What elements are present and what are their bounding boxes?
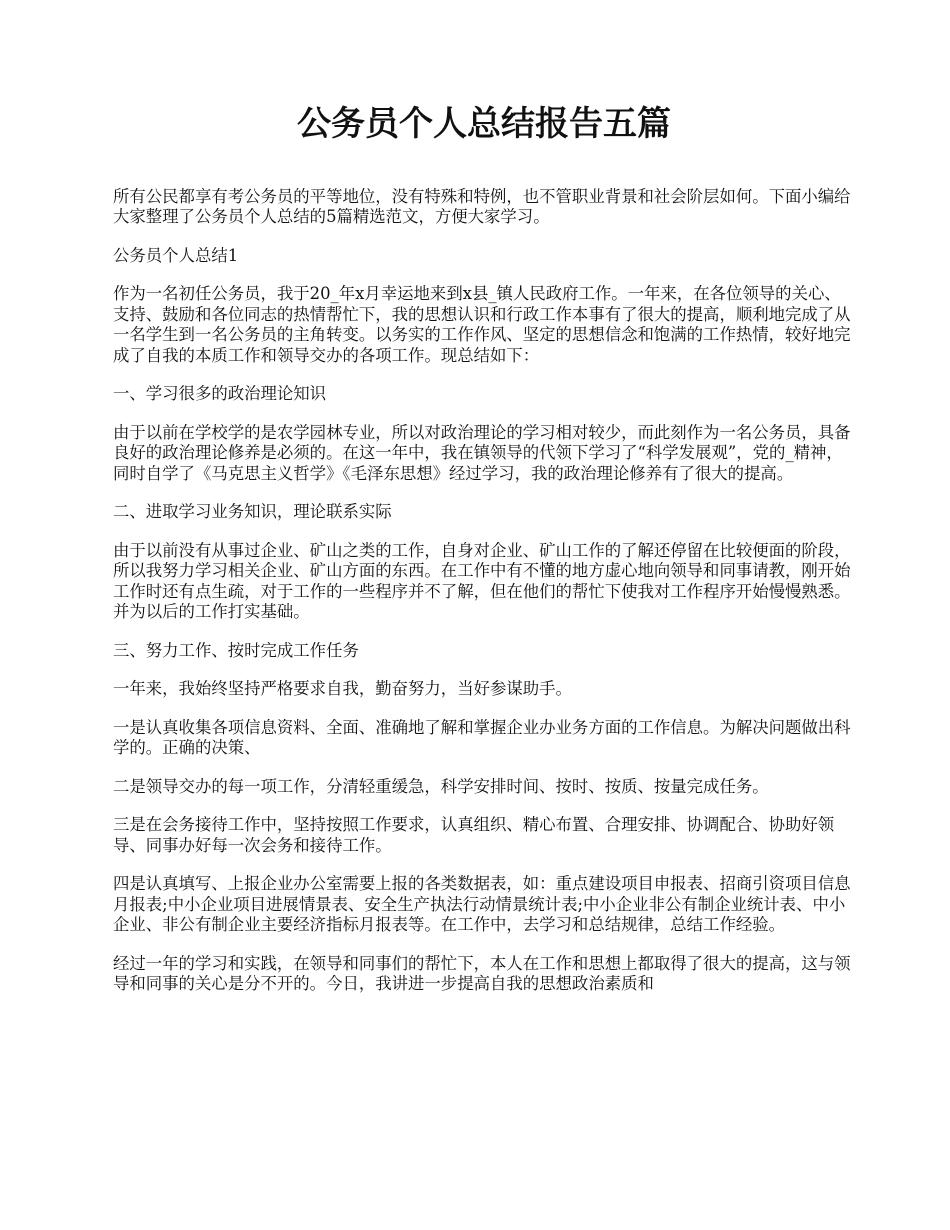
paragraph-2: 由于以前在学校学的是农学园林专业，所以对政治理论的学习相对较少，而此刻作为一名公务员，具备良好的政治理论修养是必须的。在这一年中，我在镇领导的代领下学习了“科学发展观”，党的_精神，同时自学了《马克思主义哲学》《毛泽东思想》经过学习，我的政治理论修养有了很大的提高。: [113, 422, 851, 483]
paragraph-8: 四是认真填写、上报企业办公室需要上报的各类数据表，如：重点建设项目申报表、招商引资项目信息月报表;中小企业项目进展情景表、安全生产执法行动情景统计表;中小企业非公有制企业统计表、中小企业、非公有制企业主要经济指标月报表等。在工作中，去学习和总结规律，总结工作经验。: [113, 874, 851, 935]
heading-3: 三、努力工作、按时完成工作任务: [113, 640, 359, 660]
paragraph-4: 一年来，我始终坚持严格要求自我，勤奋努力，当好参谋助手。: [113, 679, 572, 699]
heading-1: 一、学习很多的政治理论知识: [113, 384, 327, 404]
heading-2: 二、进取学习业务知识，理论联系实际: [113, 502, 392, 522]
paragraph-6: 二是领导交办的每一项工作，分清轻重缓急，科学安排时间、按时、按质、按量完成任务。: [113, 776, 769, 796]
paragraph-5: 一是认真收集各项信息资料、全面、准确地了解和掌握企业办业务方面的工作信息。为解决问题做出科学的。正确的决策、: [113, 717, 851, 758]
paragraph-1: 作为一名初任公务员，我于20_年x月幸运地来到x县_镇人民政府工作。一年来，在各位领导的关心、支持、鼓励和各位同志的热情帮忙下，我的思想认识和行政工作本事有了很大的提高，顺利地完成了从一名学生到一名公务员的主角转变。以务实的工作作风、坚定的思想信念和饱满的工作热情，较好地完成了自我的本质工作和领导交办的各项工作。现总结如下：: [113, 284, 851, 365]
document-page: [113, 104, 855, 1013]
section-title: 公务员个人总结1: [113, 245, 239, 265]
paragraph-9: 经过一年的学习和实践，在领导和同事们的帮忙下，本人在工作和思想上都取得了很大的提高，这与领导和同事的关心是分不开的。今日，我讲进一步提高自我的思想政治素质和: [113, 953, 851, 994]
intro-paragraph: 所有公民都享有考公务员的平等地位，没有特殊和特例，也不管职业背景和社会阶层如何。下面小编给大家整理了公务员个人总结的5篇精选范文，方便大家学习。: [113, 186, 851, 227]
paragraph-3: 由于以前没有从事过企业、矿山之类的工作，自身对企业、矿山工作的了解还停留在比较便面的阶段，所以我努力学习相关企业、矿山方面的东西。在工作中有不懂的地方虚心地向领导和同事请教，刚开始工作时还有点生疏，对于工作的一些程序并不了解，但在他们的帮忙下使我对工作程序开始慢慢熟悉。并为以后的工作打实基础。: [113, 540, 851, 622]
paragraph-7: 三是在会务接待工作中，坚持按照工作要求，认真组织、精心布置、合理安排、协调配合、协助好领导、同事办好每一次会务和接待工作。: [113, 815, 835, 855]
document-title: 公务员个人总结报告五篇: [297, 104, 671, 144]
